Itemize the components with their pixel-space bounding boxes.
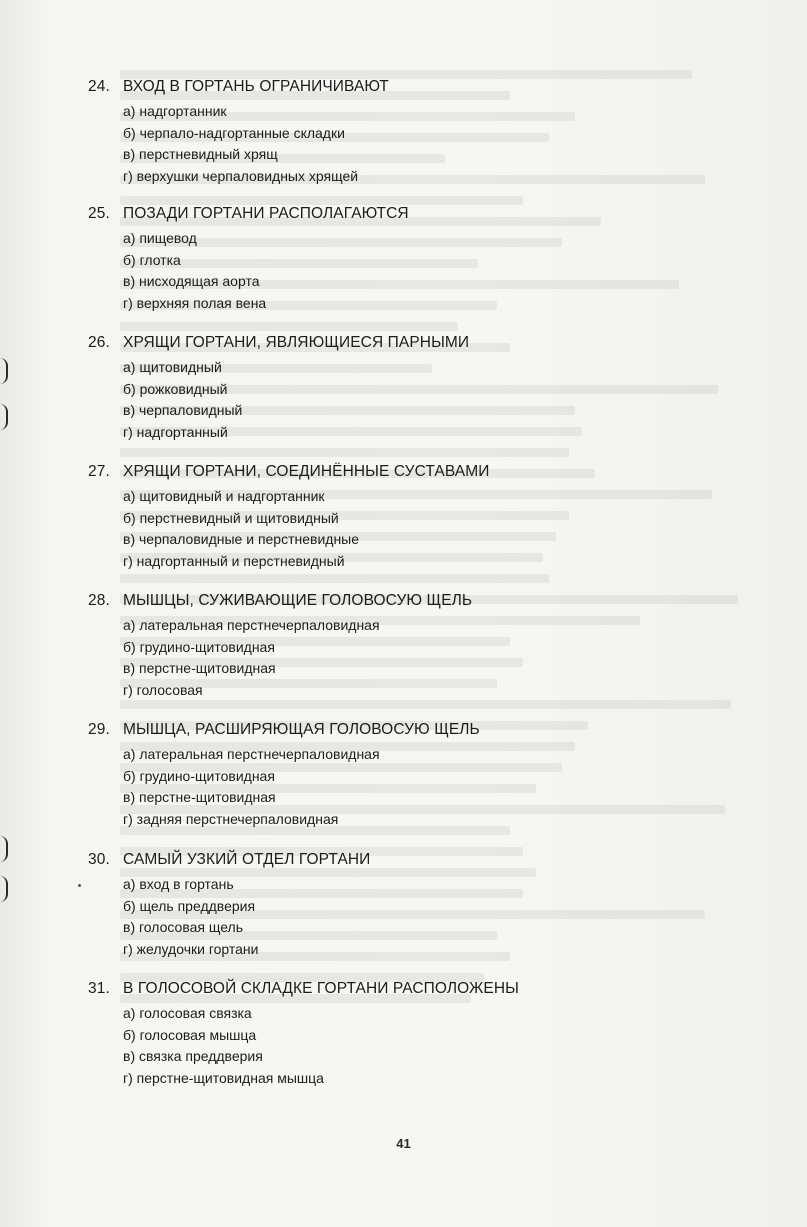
answer-option: в) черпаловидные и перстневидные xyxy=(123,531,360,548)
question-number: 25. xyxy=(88,205,110,222)
answer-options xyxy=(123,615,788,701)
answer-option: а) пищевод xyxy=(123,230,197,246)
answer-option: а) латеральная перстнечерпаловидная xyxy=(123,746,380,762)
question-27 xyxy=(88,462,788,572)
answer-options xyxy=(123,744,788,830)
binding-mark xyxy=(0,358,8,384)
binding-mark xyxy=(0,836,8,862)
answer-option: г) желудочки гортани xyxy=(123,940,259,957)
answer-option: г) задняя перстнечерпаловидная xyxy=(123,810,339,827)
answer-option: в) перстне-щитовидная xyxy=(123,660,276,677)
answer-option: а) голосовая связка xyxy=(123,1005,252,1021)
question-text: В ГОЛОСОВОЙ СКЛАДКЕ ГОРТАНИ РАСПОЛОЖЕНЫ xyxy=(123,980,519,997)
answer-options xyxy=(123,357,788,443)
answer-option: б) перстневидный и щитовидный xyxy=(123,509,339,526)
answer-option: г) верхушки черпаловидных хрящей xyxy=(123,167,359,184)
question-31 xyxy=(88,979,788,1089)
question-header xyxy=(88,333,788,353)
answer-option: а) щитовидный и надгортанник xyxy=(123,488,325,504)
question-24 xyxy=(88,77,788,187)
question-text: ПОЗАДИ ГОРТАНИ РАСПОЛАГАЮТСЯ xyxy=(123,205,409,222)
answer-option: в) связка преддверия xyxy=(123,1048,263,1065)
question-28 xyxy=(88,591,788,701)
answer-option: б) щель преддверия xyxy=(123,897,256,914)
question-header xyxy=(88,462,788,482)
question-text: ХРЯЩИ ГОРТАНИ, СОЕДИНЁННЫЕ СУСТАВАМИ xyxy=(123,463,490,480)
question-number: 24. xyxy=(88,78,110,95)
answer-option: в) голосовая щель xyxy=(123,919,244,936)
question-26 xyxy=(88,333,788,443)
question-header xyxy=(88,720,788,740)
question-text: ВХОД В ГОРТАНЬ ОГРАНИЧИВАЮТ xyxy=(123,78,389,95)
answer-option: г) надгортанный xyxy=(123,423,228,440)
answer-option: б) рожковидный xyxy=(123,380,228,397)
answer-option: а) вход в гортань xyxy=(123,876,234,892)
answer-option: б) черпало-надгортанные складки xyxy=(123,124,345,141)
question-30 xyxy=(88,850,788,960)
answer-option: б) грудино-щитовидная xyxy=(123,767,275,784)
answer-options xyxy=(123,874,788,960)
answer-option: б) глотка xyxy=(123,251,181,268)
question-text: САМЫЙ УЗКИЙ ОТДЕЛ ГОРТАНИ xyxy=(123,851,371,868)
question-number: 30. xyxy=(88,851,110,868)
answer-option: а) щитовидный xyxy=(123,359,222,375)
question-number: 28. xyxy=(88,592,110,609)
answer-options xyxy=(123,101,788,187)
answer-option: в) черпаловидный xyxy=(123,402,243,419)
answer-option: б) голосовая мышца xyxy=(123,1026,257,1043)
answer-option: г) перстне-щитовидная мышца xyxy=(123,1069,324,1086)
answer-option: а) надгортанник xyxy=(123,103,227,119)
answer-options xyxy=(123,228,788,314)
answer-option: г) голосовая xyxy=(123,681,203,698)
question-number: 31. xyxy=(88,980,110,997)
answer-option: в) нисходящая аорта xyxy=(123,273,260,290)
answer-option: в) перстне-щитовидная xyxy=(123,789,276,806)
binding-mark xyxy=(0,876,8,902)
question-text: ХРЯЩИ ГОРТАНИ, ЯВЛЯЮЩИЕСЯ ПАРНЫМИ xyxy=(123,334,470,351)
answer-option: в) перстневидный хрящ xyxy=(123,146,278,163)
page-number: 41 xyxy=(396,1136,411,1151)
stray-dot xyxy=(78,884,81,887)
answer-option: а) латеральная перстнечерпаловидная xyxy=(123,617,380,633)
binding-mark xyxy=(0,404,8,430)
answer-options xyxy=(123,1003,788,1089)
question-header xyxy=(88,979,788,999)
answer-option: б) грудино-щитовидная xyxy=(123,638,275,655)
question-number: 29. xyxy=(88,721,110,738)
question-header xyxy=(88,850,788,870)
question-29 xyxy=(88,720,788,830)
question-25 xyxy=(88,204,788,314)
answer-option: г) надгортанный и перстневидный xyxy=(123,552,345,569)
question-text: МЫШЦЫ, СУЖИВАЮЩИЕ ГОЛОВОСУЮ ЩЕЛЬ xyxy=(123,592,473,609)
question-header xyxy=(88,77,788,97)
question-number: 27. xyxy=(88,463,110,480)
question-header xyxy=(88,591,788,611)
question-text: МЫШЦА, РАСШИРЯЮЩАЯ ГОЛОВОСУЮ ЩЕЛЬ xyxy=(123,721,480,738)
question-header xyxy=(88,204,788,224)
answer-option: г) верхняя полая вена xyxy=(123,294,267,311)
question-number: 26. xyxy=(88,334,110,351)
answer-options xyxy=(123,486,788,572)
